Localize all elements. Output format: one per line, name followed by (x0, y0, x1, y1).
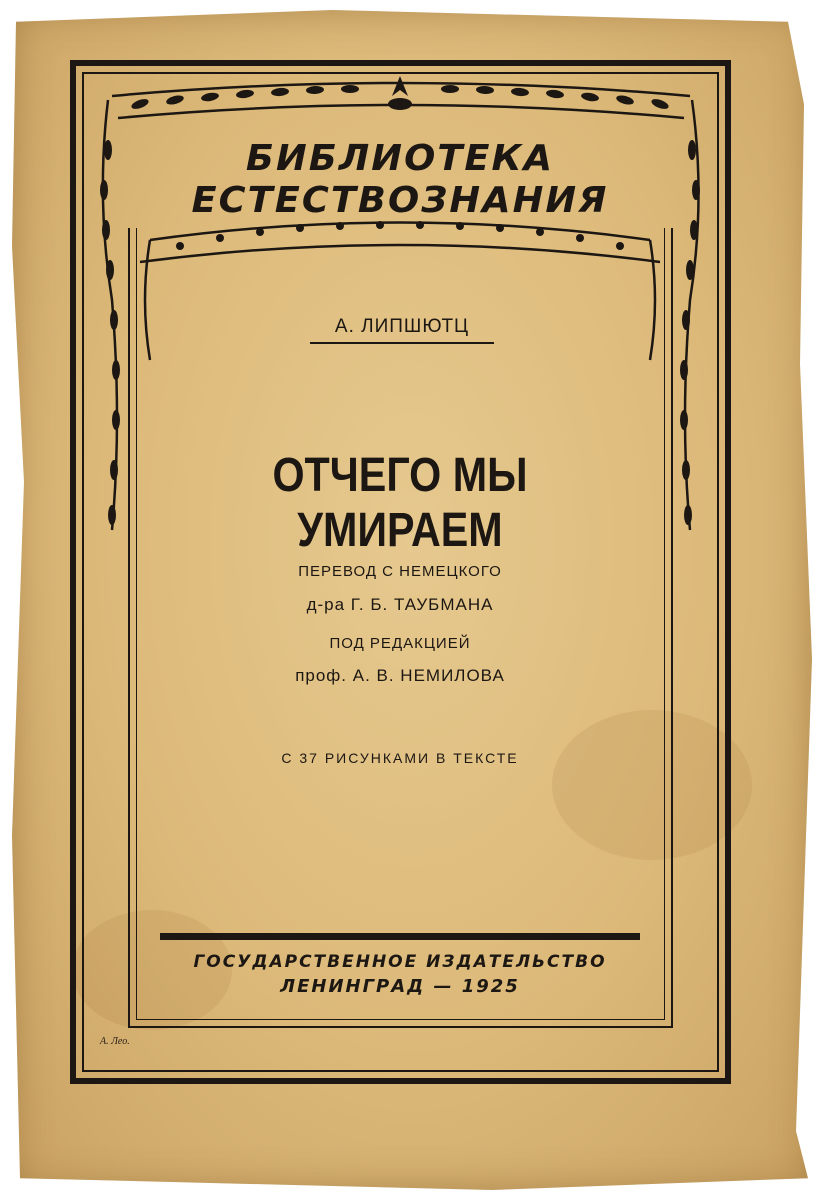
book-title: ОТЧЕГО МЫ УМИРАЕМ (272, 449, 528, 557)
illustrations-note: С 37 РИСУНКАМИ В ТЕКСТЕ (281, 750, 519, 766)
publisher-rule (160, 933, 640, 940)
author-name: А. ЛИПШЮТЦ (310, 316, 494, 344)
editor: проф. А. В. НЕМИЛОВА (295, 666, 505, 685)
editor-note: ПОД РЕДАКЦИЕЙ (329, 635, 471, 652)
series-title (94, 138, 706, 222)
artist-signature: А. Лео. (100, 1036, 130, 1047)
translator: д-ра Г. Б. ТАУБМАНА (306, 595, 494, 614)
series-title-line2: ЕСТЕСТВОЗНАНИЯ (191, 180, 609, 221)
publisher-name: ГОСУДАРСТВЕННОЕ ИЗДАТЕЛЬСТВО (193, 952, 607, 972)
translation-note: ПЕРЕВОД С НЕМЕЦКОГО (298, 563, 502, 580)
series-title-line1: БИБЛИОТЕКА (245, 138, 555, 179)
imprint: ЛЕНИНГРАД — 1925 (280, 976, 520, 997)
